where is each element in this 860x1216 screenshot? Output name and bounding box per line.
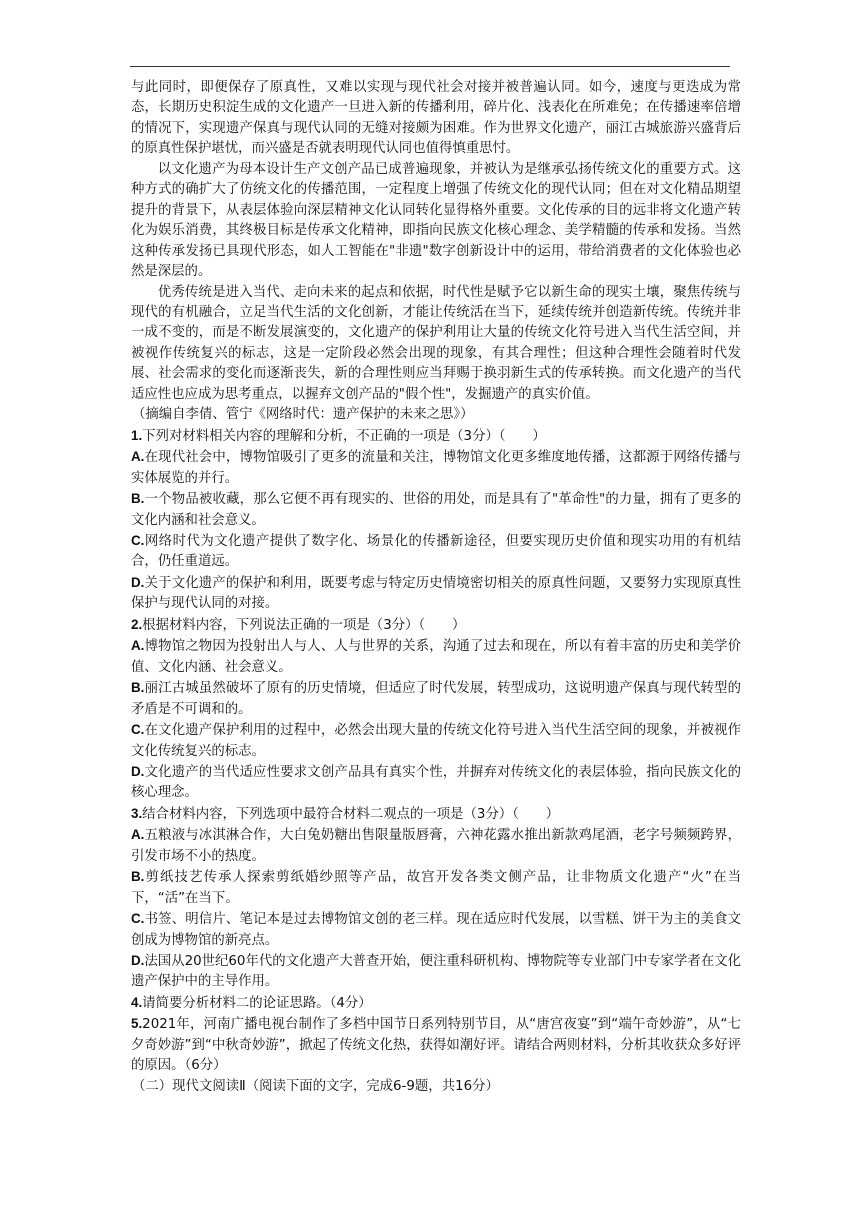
question-2-option-c: C.在文化遗产保护利用的过程中，必然会出现大量的传统文化符号进入当代生活空间的现象，并被视作文化传统复兴的标志。 (131, 722, 741, 759)
question-3-option-b: B.剪纸技艺传承人探索剪纸婚纱照等产品，故宫开发各类文侧产品，让非物质文化遗产“火”在当下，“活”在当下。 (131, 869, 741, 906)
question-4: 4.请简要分析材料二的论证思路。（4分） (131, 994, 372, 1011)
section-heading: （二）现代文阅读Ⅱ（阅读下面的文字，完成6-9题，共16分） (132, 1078, 499, 1094)
question-1-option-c: C.网络时代为文化遗产提供了数字化、场景化的传播新途径，但要实现历史价值和现实功用的有机结合，仍任重道远。 (131, 532, 741, 570)
question-3-option-d: D.法国从20世纪60年代的文化遗产大普查开始，便注重科研机构、博物院等专业部门中专家学者在文化遗产保护中的主导作用。 (131, 953, 741, 990)
question-2-option-a: A.博物馆之物因为投射出人与人、人与世界的关系，沟通了过去和现在，所以有着丰富的历史和美学价值、文化内涵、社会意义。 (131, 638, 741, 675)
question-1-option-d: D.关于文化遗产的保护和利用，既要考虑与特定历史情境密切相关的原真性问题，又要努力实现原真性保护与现代认同的对接。 (131, 574, 741, 612)
question-1-option-a: A.在现代社会中，博物馆吸引了更多的流量和关注，博物馆文化更多维度地传播，这都源于网络传播与实体展览的并行。 (131, 449, 741, 486)
question-1-stem: 1.下列对材料相关内容的理解和分析，不正确的一项是（3分）（ ） (131, 427, 546, 444)
question-2-option-b: B.丽江古城虽然破坏了原有的历史情境，但适应了时代发展，转型成功，这说明遗产保真与现代转型的矛盾是不可调和的。 (131, 680, 741, 717)
question-3-option-a: A.五粮液与冰淇淋合作，大白兔奶糖出售限量版唇膏，六神花露水推出新款鸡尾酒，老字号频频跨界，引发市场不小的热度。 (131, 827, 741, 864)
paragraph: 与此同时，即便保存了原真性，又难以实现与现代社会对接并被普遍认同。如今，速度与更迭成为常态，长期历史积淀生成的文化遗产一旦进入新的传播利用，碎片化、浅表化在所难免；在传播速率倍增的情况下，实现遗产保真与现代认同的无缝对接颇为困难。作为世界文化遗产，丽江古城旅游兴盛背后的原真性保护堪忧，而兴盛是否就表明现代认同也值得慎重思忖。 (131, 80, 741, 157)
question-3-stem: 3.结合材料内容，下列选项中最符合材料二观点的一项是（3分）（ ） (131, 805, 560, 822)
question-3-option-c: C.书签、明信片、笔记本是过去博物馆文创的老三样。现在适应时代发展，以雪糕、饼干为主的美食文创成为博物馆的新亮点。 (131, 911, 741, 948)
paragraph: 优秀传统是进入当代、走向未来的起点和依据，时代性是赋予它以新生命的现实土壤，聚焦传统与现代的有机融合，立足当代生活的文化创新，才能让传统活在当下，延续传统并创造新传统。传统并非一成不变的，而是不断发展演变的，文化遗产的保护利用让大量的传统文化符号进入当代生活空间，并被视作传统复兴的标志，这是一定阶段必然会出现的现象，有其合理性；但这种合理性会随着时代发展、社会需求的变化而逐渐丧失，新的合理性则应当拜赐于换羽新生式的传承转换。而文化遗产的当代适应性也应成为思考重点，以握弃文创产品的"假个性"，发掘遗产的真实价值。 (131, 284, 741, 402)
question-2-stem: 2.根据材料内容，下列说法正确的一项是（3分）（ ） (131, 616, 466, 633)
document-body (131, 78, 741, 1097)
header-rule (130, 66, 730, 67)
question-1-option-b: B.一个物品被收藏，那么它便不再有现实的、世俗的用处，而是具有了"革命性"的力量，拥有了更多的文化内涵和社会意义。 (131, 491, 741, 528)
paragraph: 以文化遗产为母本设计生产文创产品已成普遍现象，并被认为是继承弘扬传统文化的重要方式。这种方式的确扩大了仿统文化的传播范围，一定程度上增强了传统文化的现代认同；但在对文化精品期望提升的背景下，从表层体验向深层精神文化认同转化显得格外重要。文化传承的目的远非将文化遗产转化为娱乐消费，其终极目标是传承文化精神，即指向民族文化核心理念、美学精髓的传承和发扬。当然这种传承发扬已具现代形态，如人工智能在"非遗"数字创新设计中的运用，带给消费者的文化体验也必然是深层的。 (131, 161, 741, 280)
question-2-option-d: D.文化遗产的当代适应性要求文创产品具有真实个性，并摒弃对传统文化的表层体验，指向民族文化的核心理念。 (131, 763, 741, 801)
source-citation: （摘编自李倩、管宁《网络时代：遗产保护的未来之思》） (132, 407, 474, 423)
question-5: 5.2021年，河南广播电视台制作了多档中国节日系列特别节目，从“唐宫夜宴”到“端午奇妙游”，从“七夕奇妙游”到“中秋奇妙游”，掀起了传统文化热，获得如潮好评。请结合两则材料，分析其收获众多好评的原因。（6分） (131, 1016, 741, 1074)
